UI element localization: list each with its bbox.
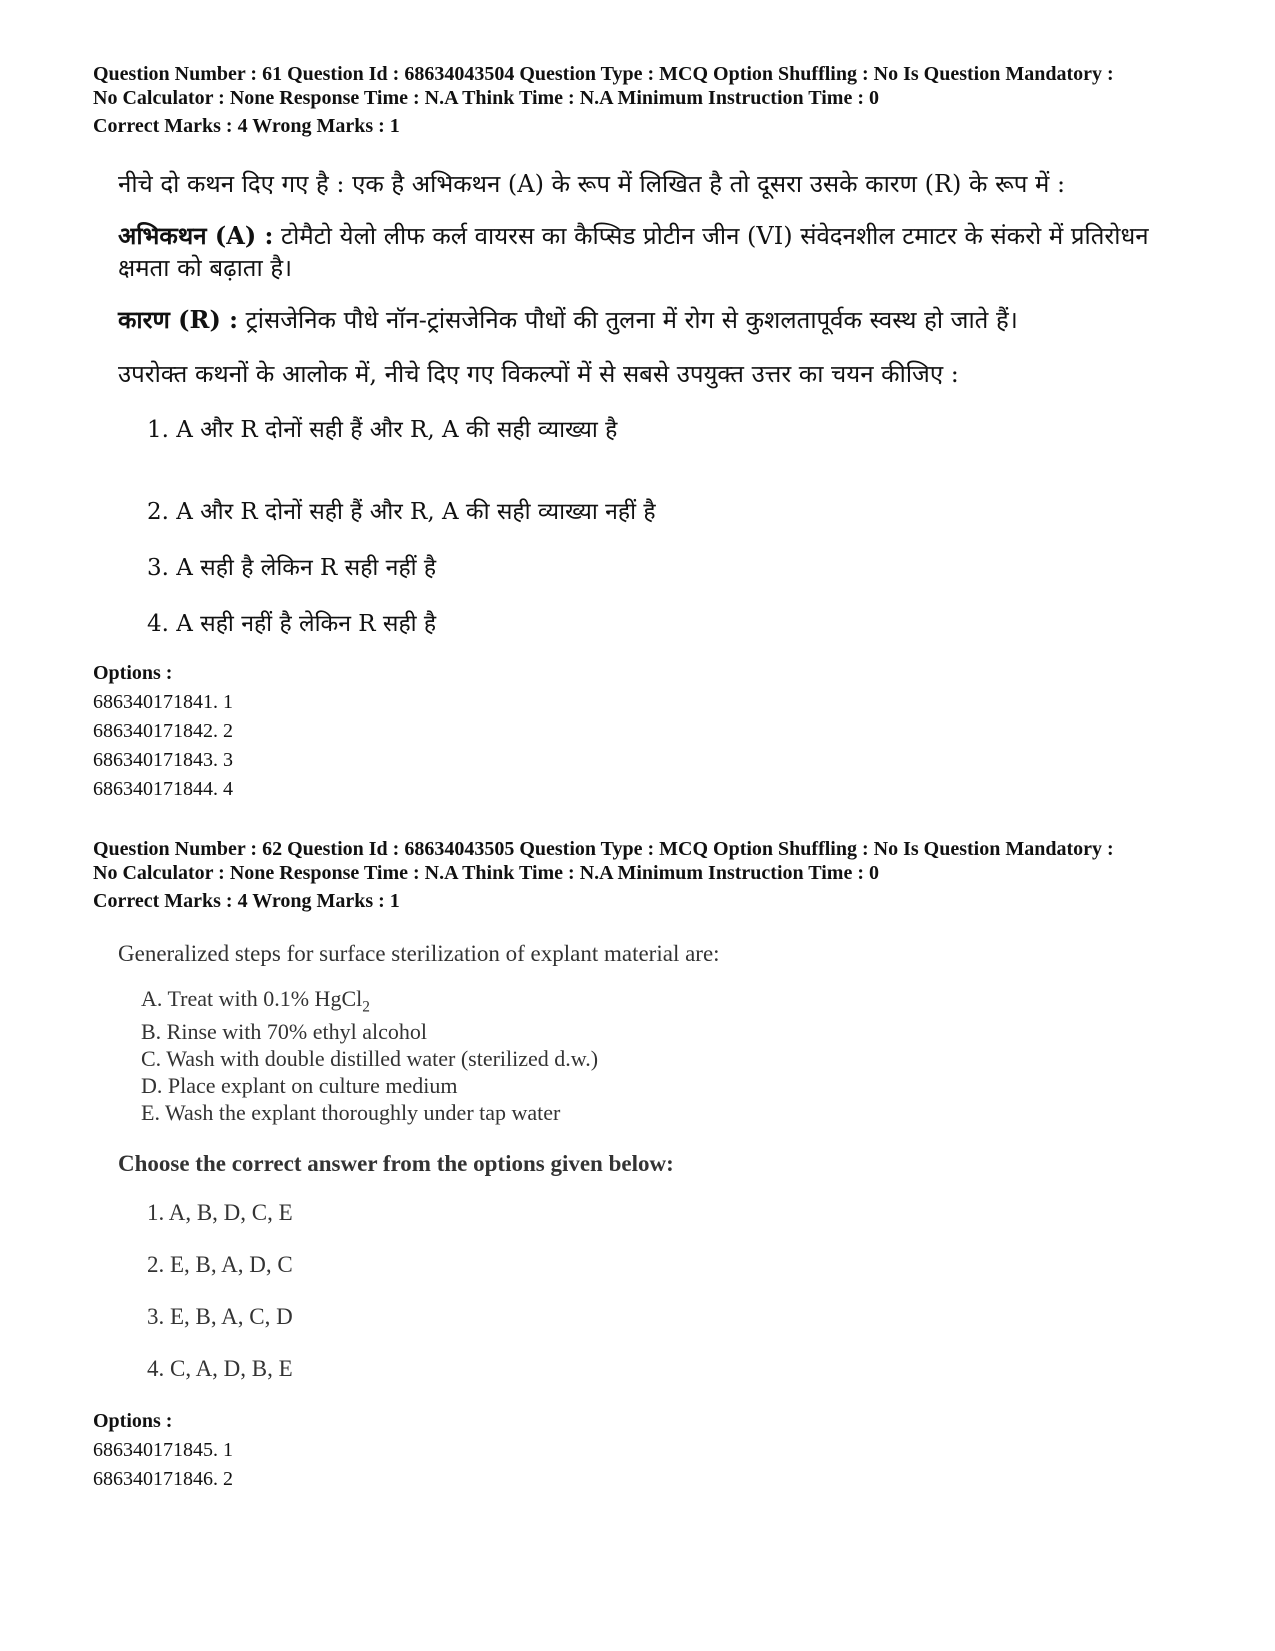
q62-meta-line1: Question Number : 62 Question Id : 68634043505 Question Type : MCQ Option Shuffling : No Is Question Mandatory : <box>93 838 1114 860</box>
q62-step-a-text: A. Treat with 0.1% HgCl <box>141 986 363 1011</box>
q62-step-b: B. Rinse with 70% ethyl alcohol <box>141 1019 427 1044</box>
q62-step-d: D. Place explant on culture medium <box>141 1073 458 1098</box>
q61-choice-1: 1. A और R दोनों सही हैं और R, A की सही व्याख्या है <box>147 417 618 443</box>
q61-option-4: 686340171844. 4 <box>93 778 233 800</box>
q61-choice-2: 2. A और R दोनों सही हैं और R, A की सही व्याख्या नहीं है <box>147 499 656 525</box>
q61-option-1: 686340171841. 1 <box>93 691 233 713</box>
q61-option-3: 686340171843. 3 <box>93 749 233 771</box>
q62-marks: Correct Marks : 4 Wrong Marks : 1 <box>93 890 400 912</box>
q61-choice-4: 4. A सही नहीं है लेकिन R सही है <box>147 611 437 637</box>
q61-option-2: 686340171842. 2 <box>93 720 233 742</box>
q62-choice-2: 2. E, B, A, D, C <box>147 1252 293 1277</box>
q61-options-list <box>93 688 233 804</box>
q62-options-list <box>93 1436 233 1494</box>
q62-option-1: 686340171845. 1 <box>93 1439 233 1461</box>
q61-intro: नीचे दो कथन दिए गए है : एक है अभिकथन (A) के रूप में लिखित है तो दूसरा उसके कारण (R) के रूप में : <box>118 170 1066 198</box>
q62-meta <box>93 837 1114 913</box>
q61-reason-label: कारण (R) : <box>118 305 239 334</box>
q61-instruction: उपरोक्त कथनों के आलोक में, नीचे दिए गए विकल्पों में से सबसे उपयुक्त उत्तर का चयन कीजिए : <box>118 360 959 388</box>
q61-reason <box>118 304 1018 336</box>
q62-choice-1: 1. A, B, D, C, E <box>147 1200 293 1225</box>
q62-choice-3: 3. E, B, A, C, D <box>147 1304 293 1329</box>
q62-meta-line2: No Calculator : None Response Time : N.A Think Time : N.A Minimum Instruction Time : 0 <box>93 862 879 884</box>
q62-option-2: 686340171846. 2 <box>93 1468 233 1490</box>
q61-options-heading: Options : <box>93 662 173 684</box>
q62-options-heading: Options : <box>93 1410 173 1432</box>
q62-step-c: C. Wash with double distilled water (sterilized d.w.) <box>141 1046 599 1071</box>
q61-assertion-cont: क्षमता को बढ़ाता है। <box>118 254 293 282</box>
q61-meta-line2: No Calculator : None Response Time : N.A Think Time : N.A Minimum Instruction Time : 0 <box>93 87 879 109</box>
q61-marks: Correct Marks : 4 Wrong Marks : 1 <box>93 115 400 137</box>
q61-assertion <box>118 220 1149 252</box>
q61-assertion-label: अभिकथन (A) : <box>118 221 274 250</box>
q62-step-a-sub: 2 <box>362 998 370 1016</box>
q62-step-e: E. Wash the explant thoroughly under tap water <box>141 1100 561 1125</box>
q62-choice-4: 4. C, A, D, B, E <box>147 1356 293 1381</box>
q61-meta-line1: Question Number : 61 Question Id : 68634043504 Question Type : MCQ Option Shuffling : No Is Question Mandatory : <box>93 63 1114 85</box>
q61-assertion-text: टोमैटो येलो लीफ कर्ल वायरस का कैप्सिड प्रोटीन जीन (VI) संवेदनशील टमाटर के संकरो में प्रतिरोधन <box>273 222 1149 250</box>
q62-instruction: Choose the correct answer from the options given below: <box>118 1151 674 1176</box>
q61-reason-text: ट्रांसजेनिक पौधे नॉन-ट्रांसजेनिक पौधों की तुलना में रोग से कुशलतापूर्वक स्वस्थ हो जाते हैं। <box>238 306 1018 334</box>
q61-choice-3: 3. A सही है लेकिन R सही नहीं है <box>147 555 437 581</box>
q61-meta <box>93 62 1114 138</box>
q62-intro: Generalized steps for surface sterilization of explant material are: <box>118 941 720 966</box>
q62-step-a <box>141 986 370 1016</box>
